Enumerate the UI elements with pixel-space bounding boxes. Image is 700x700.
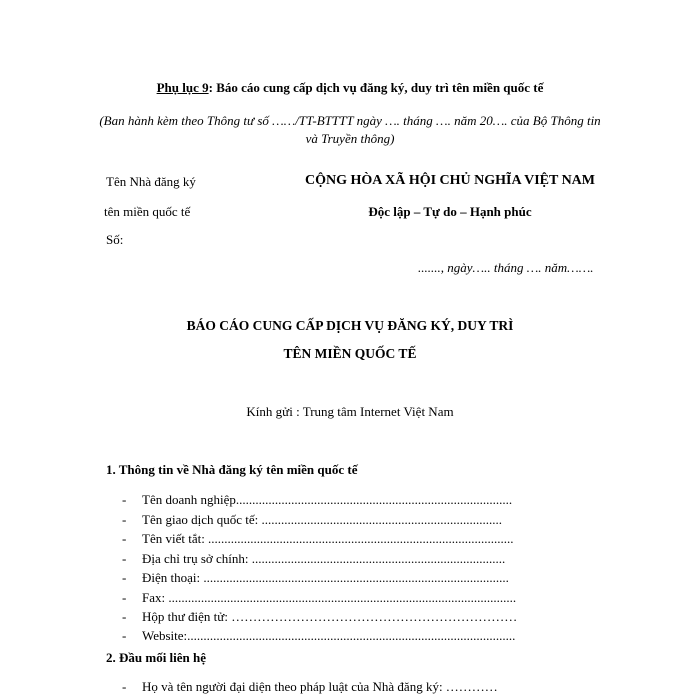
- list-item: - Điện thoại: ..............................................................................................: [122, 570, 509, 585]
- section1-heading: 1. Thông tin về Nhà đăng ký tên miền quốc tế: [106, 462, 358, 477]
- report-title-line2: TÊN MIỀN QUỐC TẾ: [283, 346, 417, 361]
- recipient-line: Kính gửi : Trung tâm Internet Việt Nam: [246, 404, 454, 419]
- list-item: - Hộp thư điện tử: …………………………………………………………: [122, 609, 518, 624]
- list-item: - Tên viết tắt: ..............................................................................................: [122, 531, 514, 546]
- national-slogan: Độc lập – Tự do – Hạnh phúc: [368, 204, 532, 219]
- issued-note-line2: và Truyền thông): [305, 131, 395, 146]
- report-title-line1: BÁO CÁO CUNG CẤP DỊCH VỤ ĐĂNG KÝ, DUY TRÌ: [186, 318, 514, 333]
- section2-heading: 2. Đầu mối liên hệ: [106, 650, 207, 665]
- list-item: - Tên giao dịch quốc tế: ..........................................................................: [122, 512, 502, 527]
- appendix-title: [0, 80, 700, 96]
- issued-note-line1: (Ban hành kèm theo Thông tư số ……/TT-BTTTT ngày …. tháng …. năm 20…. của Bộ Thông tin: [99, 113, 601, 128]
- date-line: ......., ngày….. tháng …. năm…….: [418, 260, 594, 275]
- registrar-name-line2: tên miền quốc tế: [104, 204, 191, 219]
- registrar-name-line1: Tên Nhà đăng ký: [106, 174, 196, 189]
- document-number: Số:: [106, 232, 124, 247]
- national-motto: CỘNG HÒA XÃ HỘI CHỦ NGHĨA VIỆT NAM: [304, 173, 595, 188]
- list-item: - Địa chỉ trụ sở chính: ..............................................................................: [122, 551, 506, 566]
- list-item: - Fax: ...........................................................................................................: [122, 590, 517, 605]
- appendix-label: Phụ lục 9: [156, 80, 209, 95]
- appendix-title-text: : Báo cáo cung cấp dịch vụ đăng ký, duy trì tên miền quốc tế: [208, 80, 544, 95]
- list-item: - Tên doanh nghiệp.....................................................................................: [122, 492, 513, 507]
- list-item: - Website:.....................................................................................................: [122, 628, 516, 643]
- list-item: - Họ và tên người đại diện theo pháp luật của Nhà đăng ký: …………: [122, 679, 498, 694]
